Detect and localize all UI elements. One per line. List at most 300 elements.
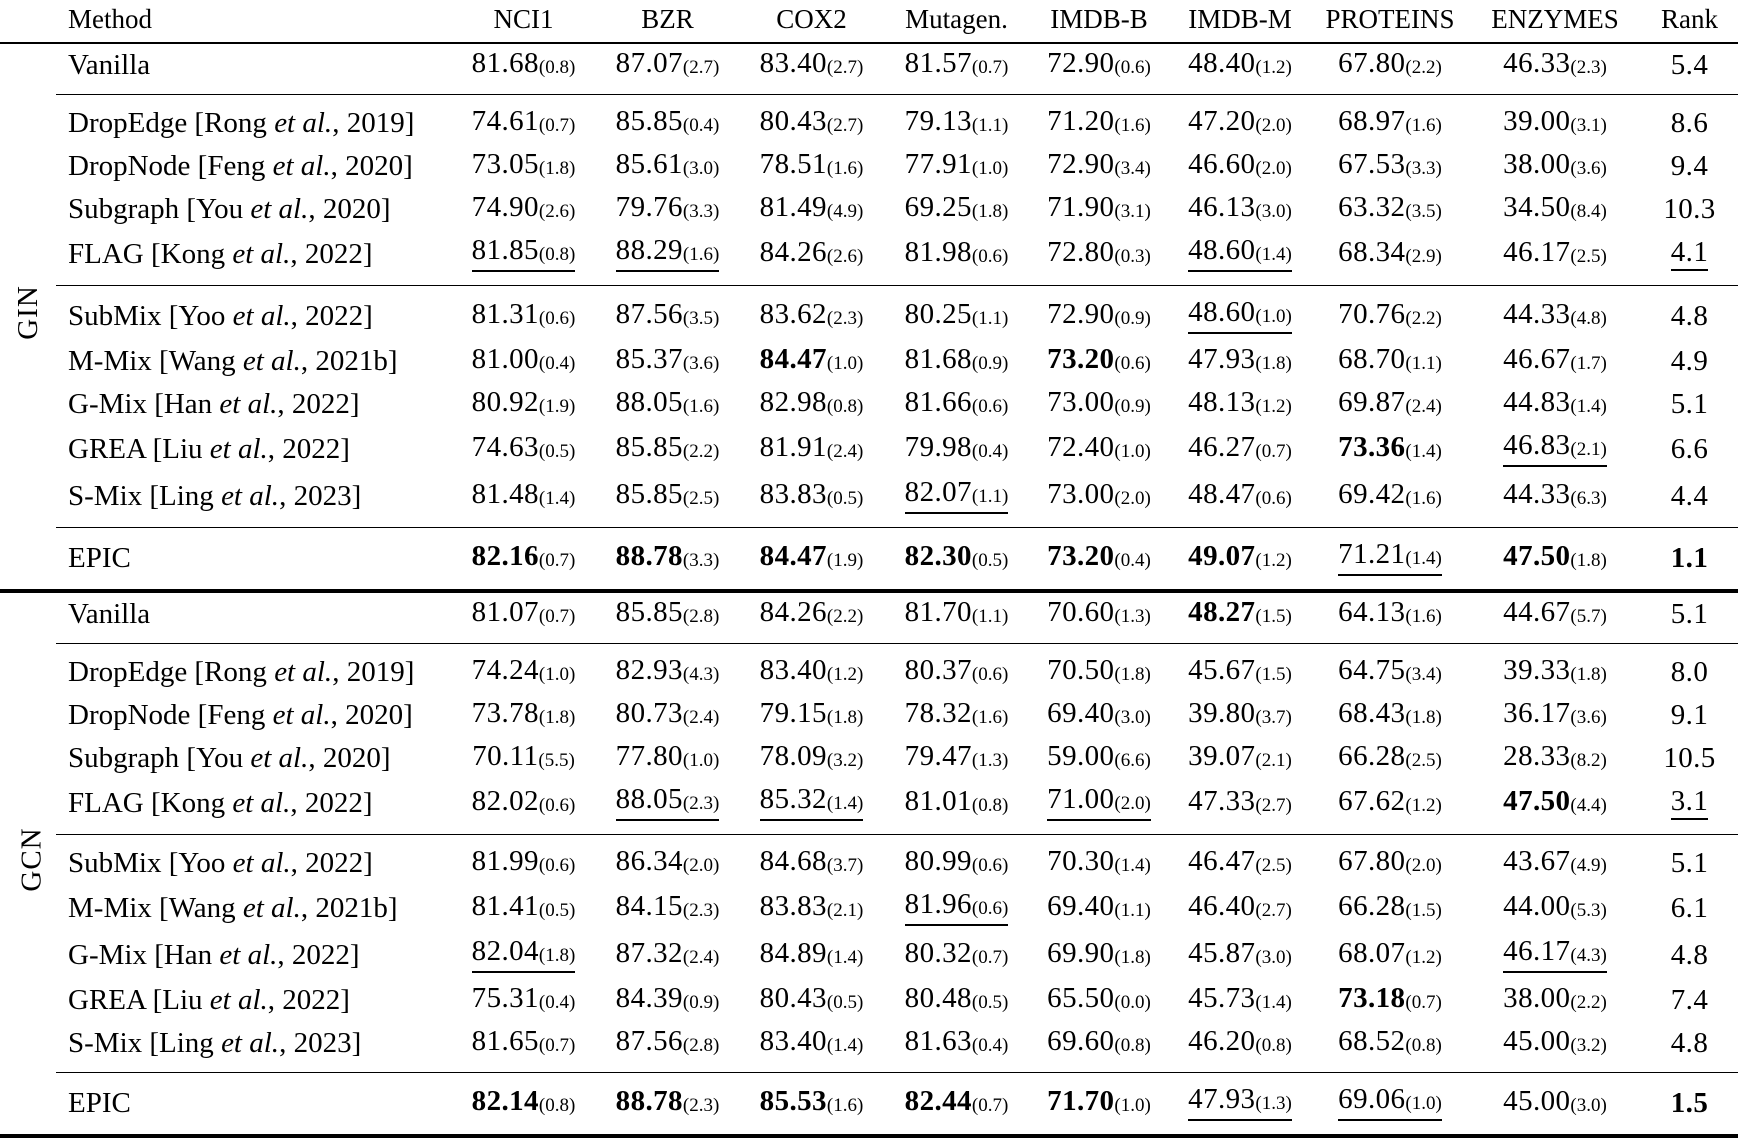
value-mean: 69.40 <box>1047 890 1115 922</box>
method-name: DropEdge [Rong <box>68 106 275 139</box>
value-mean: 46.60 <box>1188 148 1256 180</box>
method-etal: et al. <box>209 432 268 465</box>
cell-mutagen <box>884 43 1029 95</box>
method-name: M-Mix [Wang <box>68 344 243 377</box>
value-mean: 38.00 <box>1503 982 1571 1014</box>
value <box>1188 150 1292 182</box>
cell-imdb-b <box>1029 780 1169 835</box>
cell-imdb-m <box>1169 231 1311 286</box>
value <box>616 656 720 688</box>
value <box>1188 742 1292 774</box>
cell-proteins <box>1311 231 1469 286</box>
value-std: (1.4) <box>1405 441 1442 462</box>
value-mean: 68.43 <box>1338 697 1406 729</box>
value-mean: 67.53 <box>1338 148 1406 180</box>
method-label <box>56 145 451 188</box>
method-name: DropEdge [Rong <box>68 655 275 688</box>
value-mean: 59.00 <box>1047 740 1115 772</box>
cell-rank <box>1641 780 1738 835</box>
method-name: G-Mix [Han <box>68 938 220 971</box>
value-std: (2.5) <box>1255 855 1292 876</box>
value-mean: 81.63 <box>904 1025 972 1057</box>
value <box>1047 847 1151 879</box>
value-std: (1.0) <box>826 353 864 374</box>
value <box>905 787 1009 819</box>
value-mean: 46.47 <box>1188 845 1256 877</box>
value-mean: 73.00 <box>1047 386 1115 418</box>
value-mean: 68.70 <box>1338 343 1406 375</box>
value-mean: 9.1 <box>1670 698 1709 731</box>
cell-proteins <box>1311 286 1469 341</box>
value-std: (1.4) <box>538 488 576 509</box>
value-std: (2.5) <box>1570 246 1607 267</box>
method-label <box>56 932 451 979</box>
value-std: (2.3) <box>826 308 864 329</box>
cell-proteins <box>1311 528 1469 592</box>
cell-proteins <box>1311 644 1469 695</box>
value <box>1670 597 1709 630</box>
cell-imdb-b <box>1029 644 1169 695</box>
value-std: (2.0) <box>682 855 720 876</box>
value-mean: 72.90 <box>1047 148 1115 180</box>
value-std: (2.8) <box>682 606 720 627</box>
value-mean: 72.80 <box>1047 236 1115 268</box>
cell-imdb-m <box>1169 43 1311 95</box>
value-std: (1.1) <box>971 308 1009 329</box>
value <box>1503 742 1607 774</box>
value-mean: 85.61 <box>615 148 683 180</box>
value-mean: 34.50 <box>1503 191 1571 223</box>
cell-imdb-b <box>1029 835 1169 886</box>
cell-enzymes <box>1469 145 1641 188</box>
value-std: (3.3) <box>682 550 720 571</box>
value-mean: 87.56 <box>615 298 683 330</box>
cell-enzymes <box>1469 932 1641 979</box>
value-mean: 80.25 <box>904 298 972 330</box>
value-std: (0.4) <box>682 115 720 136</box>
value-mean: 87.07 <box>615 47 683 79</box>
header-imdb-b: IMDB-B <box>1029 0 1169 43</box>
value-std: (1.8) <box>1570 664 1607 685</box>
value-std: (4.3) <box>682 664 720 685</box>
method-label <box>56 644 451 695</box>
method-etal: et al. <box>232 237 291 270</box>
value <box>616 49 720 81</box>
value-mean: 81.66 <box>904 386 972 418</box>
value-mean: 5.1 <box>1670 387 1709 420</box>
cell-nci1 <box>451 426 596 473</box>
value-std: (2.3) <box>1570 57 1607 78</box>
cell-bzr <box>596 426 739 473</box>
method-etal: et al. <box>221 1026 280 1059</box>
cell-proteins <box>1311 835 1469 886</box>
value <box>1338 193 1442 225</box>
method-cite-year: , 2023] <box>279 479 362 512</box>
value-std: (0.4) <box>538 992 576 1013</box>
value-std: (2.3) <box>682 793 720 814</box>
value <box>760 984 864 1016</box>
value-mean: 70.76 <box>1338 298 1406 330</box>
row-epic <box>0 1073 1738 1137</box>
value <box>1503 892 1607 924</box>
value <box>760 480 864 512</box>
value-underlined <box>616 785 720 821</box>
value-mean: 44.00 <box>1503 890 1571 922</box>
value-mean: 47.50 <box>1503 785 1571 817</box>
cell-enzymes <box>1469 979 1641 1022</box>
value-std: (0.6) <box>971 898 1009 919</box>
cell-proteins <box>1311 694 1469 737</box>
cell-enzymes <box>1469 737 1641 780</box>
method-cite-year: , 2019] <box>332 655 415 688</box>
value <box>616 193 720 225</box>
cell-nci1 <box>451 286 596 341</box>
value <box>1670 698 1709 731</box>
cell-nci1 <box>451 383 596 426</box>
value-mean: 73.05 <box>471 148 539 180</box>
cell-imdb-m <box>1169 145 1311 188</box>
value <box>472 193 576 225</box>
value <box>1503 847 1607 879</box>
value <box>1670 479 1709 512</box>
section-label-cell <box>0 43 56 591</box>
cell-imdb-m <box>1169 885 1311 932</box>
value <box>1503 150 1607 182</box>
value <box>1188 345 1292 377</box>
cell-enzymes <box>1469 780 1641 835</box>
cell-mutagen <box>884 383 1029 426</box>
cell-rank <box>1641 737 1738 780</box>
value-mean: 48.13 <box>1188 386 1256 418</box>
value-mean: 85.32 <box>759 783 827 815</box>
value-mean: 45.67 <box>1188 654 1256 686</box>
row-grea <box>0 979 1738 1022</box>
value-std: (1.4) <box>1255 992 1292 1013</box>
cell-imdb-m <box>1169 528 1311 592</box>
value <box>760 656 864 688</box>
method-cite-year: , 2022] <box>277 938 360 971</box>
value-std: (1.0) <box>1114 1095 1151 1116</box>
value-std: (2.6) <box>538 201 576 222</box>
cell-bzr <box>596 286 739 341</box>
value <box>1188 984 1292 1016</box>
value-mean: 84.89 <box>759 937 827 969</box>
value <box>1338 598 1442 630</box>
cell-bzr <box>596 979 739 1022</box>
value-mean: 82.93 <box>615 654 683 686</box>
cell-bzr <box>596 473 739 528</box>
cell-imdb-m <box>1169 95 1311 146</box>
value <box>616 699 720 731</box>
value-std: (1.2) <box>826 664 864 685</box>
value <box>1503 49 1607 81</box>
value-mean: 69.60 <box>1047 1025 1115 1057</box>
cell-enzymes <box>1469 694 1641 737</box>
value-mean: 84.39 <box>615 982 683 1014</box>
value-mean: 70.50 <box>1047 654 1115 686</box>
value <box>616 939 720 971</box>
value-mean: 78.09 <box>759 740 827 772</box>
value-mean: 82.02 <box>471 785 539 817</box>
cell-imdb-b <box>1029 340 1169 383</box>
value <box>1338 939 1442 971</box>
method-name: Subgraph [You <box>68 741 251 774</box>
value-mean: 69.90 <box>1047 937 1115 969</box>
header-enzymes: ENZYMES <box>1469 0 1641 43</box>
cell-bzr <box>596 188 739 231</box>
value-mean: 69.25 <box>904 191 972 223</box>
value-underlined <box>1188 1085 1292 1121</box>
cell-cox2 <box>739 231 884 286</box>
value-underlined <box>1670 235 1709 271</box>
method-etal: et al. <box>250 741 309 774</box>
cell-nci1 <box>451 528 596 592</box>
value-underlined <box>1188 298 1292 334</box>
value-mean: 83.62 <box>759 298 827 330</box>
value-mean: 82.07 <box>904 476 972 508</box>
method-name: GREA [Liu <box>68 432 210 465</box>
value <box>1047 433 1151 465</box>
method-label <box>56 528 451 592</box>
value-std: (0.7) <box>971 1095 1009 1116</box>
value-std: (2.0) <box>1255 158 1292 179</box>
value <box>760 238 864 270</box>
method-name: SubMix [Yoo <box>68 299 233 332</box>
value <box>1338 787 1442 819</box>
value-mean: 79.98 <box>904 431 972 463</box>
value-underlined <box>1338 1085 1442 1121</box>
header-proteins: PROTEINS <box>1311 0 1469 43</box>
row-g-mix <box>0 383 1738 426</box>
value-mean: 84.47 <box>759 343 827 375</box>
cell-cox2 <box>739 737 884 780</box>
value-std: (0.7) <box>538 606 576 627</box>
value-mean: 47.93 <box>1188 1083 1256 1115</box>
method-label <box>56 1073 451 1137</box>
method-etal: et al. <box>209 983 268 1016</box>
row-subgraph <box>0 188 1738 231</box>
value-mean: 72.90 <box>1047 47 1115 79</box>
value-std: (0.6) <box>538 308 576 329</box>
header-row <box>0 0 1738 43</box>
value-std: (2.5) <box>1405 750 1442 771</box>
cell-rank <box>1641 95 1738 146</box>
value <box>1503 388 1607 420</box>
method-cite-year: , 2019] <box>332 106 415 139</box>
cell-enzymes <box>1469 188 1641 231</box>
value-std: (2.6) <box>826 246 864 267</box>
cell-rank <box>1641 145 1738 188</box>
value-std: (3.0) <box>1255 947 1292 968</box>
value-mean: 45.73 <box>1188 982 1256 1014</box>
value-mean: 82.16 <box>471 540 539 572</box>
value-std: (2.7) <box>1255 795 1292 816</box>
method-etal: et al. <box>272 698 331 731</box>
method-etal: et al. <box>232 846 291 879</box>
cell-imdb-b <box>1029 1022 1169 1073</box>
value-mean: 88.05 <box>615 386 683 418</box>
value-std: (2.7) <box>826 115 864 136</box>
value-std: (1.5) <box>1405 900 1442 921</box>
value-std: (3.3) <box>1405 158 1442 179</box>
value <box>760 542 864 574</box>
row-s-mix <box>0 1022 1738 1073</box>
value-std: (0.7) <box>538 550 576 571</box>
cell-nci1 <box>451 145 596 188</box>
cell-rank <box>1641 231 1738 286</box>
cell-mutagen <box>884 932 1029 979</box>
value-mean: 81.70 <box>904 596 972 628</box>
value-mean: 80.73 <box>615 697 683 729</box>
value-mean: 4.9 <box>1670 344 1709 377</box>
value-std: (1.0) <box>538 664 576 685</box>
value-std: (0.6) <box>538 795 576 816</box>
cell-proteins <box>1311 591 1469 644</box>
cell-cox2 <box>739 188 884 231</box>
value-std: (1.0) <box>1405 1093 1442 1114</box>
cell-imdb-m <box>1169 473 1311 528</box>
value-mean: 44.33 <box>1503 298 1571 330</box>
value-std: (0.9) <box>971 353 1009 374</box>
value <box>616 1027 720 1059</box>
value-mean: 64.13 <box>1338 596 1406 628</box>
value-mean: 67.62 <box>1338 785 1406 817</box>
value <box>1670 1086 1709 1119</box>
value <box>1047 150 1151 182</box>
value <box>472 480 576 512</box>
row-g-mix <box>0 932 1738 979</box>
cell-rank <box>1641 979 1738 1022</box>
method-name: EPIC <box>68 541 131 574</box>
value-mean: 3.1 <box>1670 784 1709 817</box>
cell-nci1 <box>451 885 596 932</box>
row-m-mix <box>0 885 1738 932</box>
cell-cox2 <box>739 694 884 737</box>
value-underlined <box>472 937 576 973</box>
value-underlined <box>1338 540 1442 576</box>
cell-proteins <box>1311 340 1469 383</box>
value-mean: 78.32 <box>904 697 972 729</box>
cell-cox2 <box>739 644 884 695</box>
value <box>760 345 864 377</box>
cell-mutagen <box>884 694 1029 737</box>
value-std: (3.0) <box>682 158 720 179</box>
section-label-gcn: GCN <box>15 827 48 892</box>
cell-nci1 <box>451 780 596 835</box>
value-std: (0.6) <box>971 664 1009 685</box>
row-flag <box>0 231 1738 286</box>
value-mean: 82.30 <box>904 540 972 572</box>
cell-rank <box>1641 340 1738 383</box>
value-std: (1.2) <box>1255 396 1292 417</box>
value-std: (1.0) <box>1114 441 1151 462</box>
value <box>905 433 1009 465</box>
value <box>1047 699 1151 731</box>
cell-enzymes <box>1469 644 1641 695</box>
cell-cox2 <box>739 979 884 1022</box>
value <box>760 433 864 465</box>
row-m-mix <box>0 340 1738 383</box>
method-cite-year: , 2023] <box>279 1026 362 1059</box>
value <box>1047 742 1151 774</box>
value <box>1047 1087 1151 1119</box>
cell-rank <box>1641 473 1738 528</box>
value-std: (6.3) <box>1570 488 1607 509</box>
value-std: (2.4) <box>682 707 720 728</box>
value-underlined <box>616 236 720 272</box>
row-dropedge <box>0 95 1738 146</box>
cell-imdb-b <box>1029 188 1169 231</box>
value <box>1670 983 1709 1016</box>
cell-enzymes <box>1469 43 1641 95</box>
value-std: (0.9) <box>1114 308 1151 329</box>
value-std: (5.3) <box>1570 900 1607 921</box>
value-mean: 83.40 <box>759 1025 827 1057</box>
value <box>1663 741 1716 774</box>
cell-imdb-m <box>1169 932 1311 979</box>
value-std: (0.7) <box>1255 441 1292 462</box>
value-std: (8.4) <box>1570 201 1607 222</box>
header-spacer <box>0 0 56 43</box>
value <box>472 388 576 420</box>
value-std: (2.0) <box>1405 855 1442 876</box>
value-mean: 1.1 <box>1670 541 1709 574</box>
value-mean: 81.01 <box>904 785 972 817</box>
cell-bzr <box>596 835 739 886</box>
row-vanilla <box>0 591 1738 644</box>
value <box>905 345 1009 377</box>
value-mean: 71.90 <box>1047 191 1115 223</box>
value <box>1503 656 1607 688</box>
value-underlined <box>1503 937 1607 973</box>
value <box>616 388 720 420</box>
value-std: (0.8) <box>1405 1035 1442 1056</box>
value-std: (4.9) <box>826 201 864 222</box>
value-std: (1.8) <box>971 201 1009 222</box>
value <box>1503 238 1607 270</box>
value-mean: 70.30 <box>1047 845 1115 877</box>
value <box>1338 345 1442 377</box>
value-mean: 73.78 <box>471 697 539 729</box>
value <box>616 345 720 377</box>
value <box>1503 480 1607 512</box>
value-std: (0.3) <box>1114 246 1151 267</box>
value <box>1188 892 1292 924</box>
cell-enzymes <box>1469 426 1641 473</box>
value <box>1503 1027 1607 1059</box>
row-submix <box>0 286 1738 341</box>
value-mean: 73.20 <box>1047 540 1115 572</box>
value-std: (1.0) <box>682 750 720 771</box>
value-mean: 82.98 <box>759 386 827 418</box>
cell-cox2 <box>739 1073 884 1137</box>
cell-rank <box>1641 591 1738 644</box>
method-label <box>56 979 451 1022</box>
value <box>905 1087 1009 1119</box>
cell-rank <box>1641 43 1738 95</box>
value <box>472 1087 576 1119</box>
value-mean: 68.97 <box>1338 105 1406 137</box>
value-mean: 74.63 <box>471 431 539 463</box>
value-std: (3.1) <box>1570 115 1607 136</box>
value-mean: 70.11 <box>472 740 539 772</box>
value-mean: 46.83 <box>1503 429 1571 461</box>
value <box>1670 846 1709 879</box>
method-etal: et al. <box>250 192 309 225</box>
value <box>1188 1027 1292 1059</box>
cell-cox2 <box>739 932 884 979</box>
value-std: (0.7) <box>538 1035 576 1056</box>
